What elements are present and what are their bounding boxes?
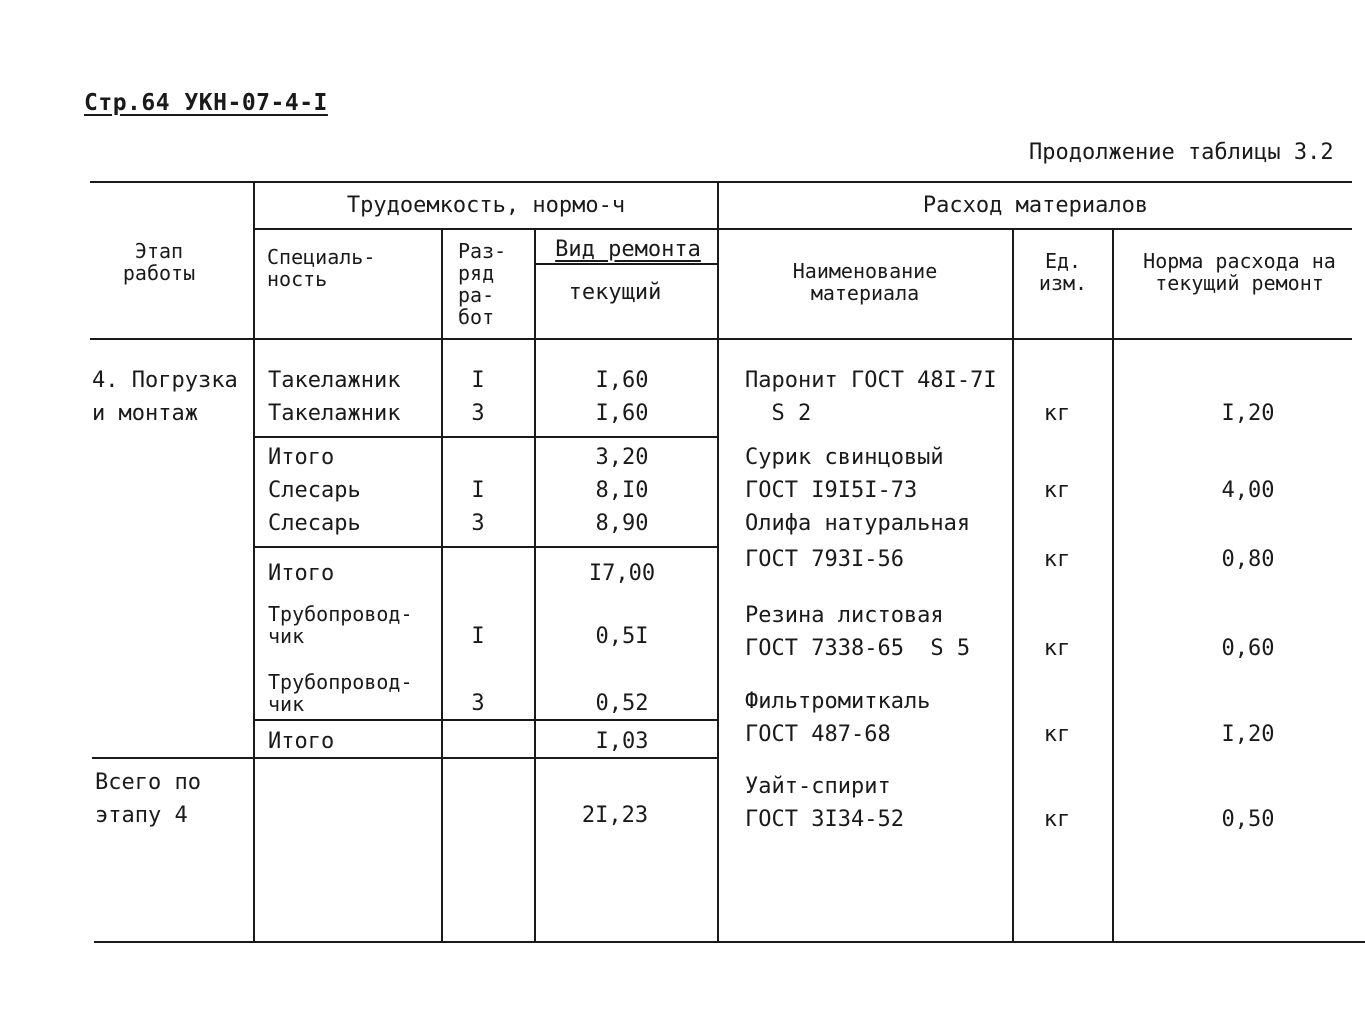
header-specialty: Специаль- ность xyxy=(267,245,376,291)
header-stage: Этап работы xyxy=(122,239,196,285)
labor-grade: 3 xyxy=(471,511,485,536)
col-divider-labor xyxy=(717,181,719,943)
labor-value: I7,00 xyxy=(588,561,656,586)
table-bottom-border xyxy=(94,941,1365,943)
stage-total-divider xyxy=(92,757,718,759)
col-divider-unit xyxy=(1112,228,1114,943)
labor-specialty: Трубопровод- чик xyxy=(268,670,413,716)
labor-specialty: Слесарь xyxy=(268,511,361,536)
header-labor-group: Трудоемкость, нормо-ч xyxy=(346,193,626,218)
labor-value: 0,5I xyxy=(595,624,649,649)
material-name-line1: Сурик свинцовый xyxy=(745,445,944,470)
continuation-caption: Продолжение таблицы 3.2 xyxy=(1029,140,1334,165)
material-name-line1: Олифа натуральная xyxy=(745,511,971,536)
stage-total-label-line2: этапу 4 xyxy=(95,803,188,828)
labor-row-divider-3 xyxy=(254,719,718,721)
stage-name-line2: и монтаж xyxy=(92,401,198,426)
labor-grade: 3 xyxy=(471,401,485,426)
labor-row-divider-2 xyxy=(254,546,718,548)
material-norm: 0,50 xyxy=(1221,807,1275,832)
header-group-divider xyxy=(254,228,1352,230)
labor-grade: I xyxy=(471,478,485,503)
labor-value: 0,52 xyxy=(595,691,649,716)
table-top-border xyxy=(90,181,1352,183)
stage-total-label-line1: Всего по xyxy=(95,770,201,795)
material-name-line2: ГОСТ 7338-65 S 5 xyxy=(745,636,971,661)
labor-value: I,03 xyxy=(595,729,649,754)
header-repair-type: Вид ремонта xyxy=(555,237,701,262)
col-divider-grade xyxy=(534,228,536,943)
header-norm: Норма расхода на текущий ремонт xyxy=(1143,249,1336,295)
material-unit: кг xyxy=(1043,807,1071,832)
header-grade: Раз- ряд ра- бот xyxy=(458,239,507,329)
header-unit: Ед. изм. xyxy=(1038,249,1088,295)
col-divider-material xyxy=(1012,228,1014,943)
repair-type-divider xyxy=(536,263,718,265)
labor-value: 3,20 xyxy=(595,445,649,470)
labor-specialty: Слесарь xyxy=(268,478,361,503)
labor-value: 8,90 xyxy=(595,511,649,536)
labor-value: I,60 xyxy=(595,368,649,393)
material-unit: кг xyxy=(1043,478,1071,503)
material-name-line1: Фильтромиткаль xyxy=(745,689,931,714)
labor-specialty: Такелажник xyxy=(268,368,401,393)
col-divider-stage xyxy=(253,181,255,943)
material-norm: I,20 xyxy=(1221,722,1275,747)
labor-specialty: Такелажник xyxy=(268,401,401,426)
material-unit: кг xyxy=(1043,401,1071,426)
labor-row-divider-1 xyxy=(254,436,718,438)
labor-value: I,60 xyxy=(595,401,649,426)
material-unit: кг xyxy=(1043,722,1071,747)
stage-name-line1: 4. Погрузка xyxy=(92,368,238,393)
labor-grade: I xyxy=(471,368,485,393)
material-norm: 4,00 xyxy=(1221,478,1275,503)
material-unit: кг xyxy=(1043,547,1071,572)
material-name-line2: ГОСТ 793I-56 xyxy=(745,547,904,572)
material-name-line1: Резина листовая xyxy=(745,603,944,628)
labor-grade: 3 xyxy=(471,691,485,716)
material-norm: I,20 xyxy=(1221,401,1275,426)
material-name-line2: ГОСТ 487-68 xyxy=(745,722,891,747)
labor-specialty: Итого xyxy=(268,445,335,470)
material-name-line2: ГОСТ 3I34-52 xyxy=(745,807,904,832)
material-name-line1: Уайт-спирит xyxy=(745,774,891,799)
header-materials-group: Расход материалов xyxy=(922,193,1149,218)
stage-total-value: 2I,23 xyxy=(581,803,649,828)
material-norm: 0,60 xyxy=(1221,636,1275,661)
labor-specialty: Итого xyxy=(268,729,335,754)
header-current: текущий xyxy=(568,280,662,305)
page-reference: Стр.64 УКН-07-4-I xyxy=(84,90,328,116)
col-divider-specialty xyxy=(441,228,443,943)
material-unit: кг xyxy=(1043,636,1071,661)
labor-specialty: Трубопровод- чик xyxy=(268,602,413,648)
labor-grade: I xyxy=(471,624,485,649)
material-name-line1: Паронит ГОСТ 48I-7I xyxy=(745,368,997,393)
header-material-name: Наименование материала xyxy=(792,259,938,305)
labor-specialty: Итого xyxy=(268,561,335,586)
material-name-line2: ГОСТ I9I5I-73 xyxy=(745,478,918,503)
labor-value: 8,I0 xyxy=(595,478,649,503)
material-name-line2: S 2 xyxy=(745,401,812,426)
header-bottom-border xyxy=(90,338,1352,340)
material-norm: 0,80 xyxy=(1221,547,1275,572)
